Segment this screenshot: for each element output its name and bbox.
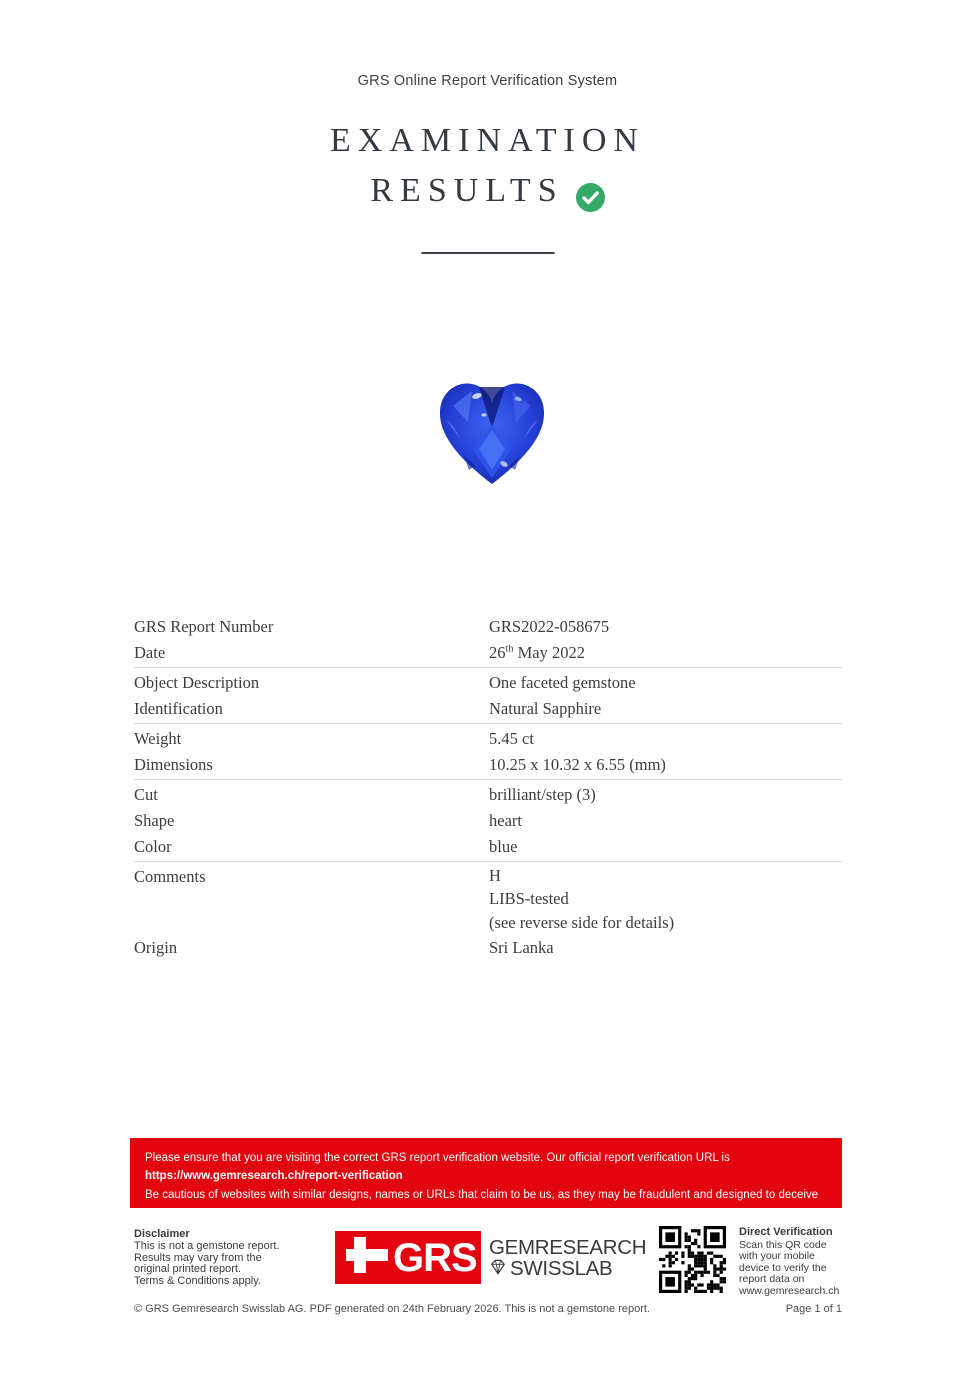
report-table <box>134 612 842 962</box>
report-row <box>134 782 842 808</box>
grs-logo-redbox <box>335 1231 481 1284</box>
report-group <box>134 668 842 724</box>
brand-line-1: GEMRESEARCH <box>489 1235 647 1259</box>
disclaimer-line: original printed report. <box>134 1263 242 1276</box>
report-field-value: Natural Sapphire <box>489 698 602 718</box>
direct-verification-line: device to verify the <box>739 1261 827 1274</box>
report-field-label: Origin <box>134 937 178 957</box>
brand-wordmark <box>489 1237 646 1279</box>
report-field-value: 10.25 x 10.32 x 6.55 (mm) <box>489 754 666 774</box>
direct-verification-title: Direct Verification <box>739 1226 833 1238</box>
report-group <box>134 724 842 780</box>
report-row <box>134 614 842 640</box>
gemstone-photo <box>431 374 553 492</box>
report-row <box>134 935 842 961</box>
disclaimer-title: Disclaimer <box>134 1228 190 1240</box>
report-field-value: blue <box>489 836 518 856</box>
report-row <box>134 640 842 666</box>
report-row <box>134 670 842 696</box>
report-field-label: Cut <box>134 784 158 804</box>
copyright-bar <box>134 1303 842 1315</box>
title-line-2-text: RESULTS <box>370 172 564 209</box>
report-group <box>134 612 842 668</box>
report-field-value: 26th May 2022 <box>489 642 585 662</box>
title-divider <box>421 252 554 254</box>
report-row <box>134 834 842 860</box>
direct-verification-line: Scan this QR code <box>739 1238 827 1251</box>
direct-verification-line: with your mobile <box>739 1250 815 1263</box>
report-field-value: One faceted gemstone <box>489 672 636 692</box>
report-field-label: Shape <box>134 810 175 830</box>
report-field-label: Dimensions <box>134 754 213 774</box>
brand-line-2: SWISSLAB <box>510 1256 613 1280</box>
report-field-label: Weight <box>134 728 182 748</box>
report-field-value: brilliant/step (3) <box>489 784 596 804</box>
disclaimer-block <box>134 1229 294 1287</box>
banner-line-2: Be cautious of websites with similar designs, names or URLs that claim to be us, as they may be fraudulent and designed to deceive you. <box>145 1188 819 1219</box>
swiss-cross-icon <box>345 1235 389 1280</box>
page-title <box>0 116 975 216</box>
report-field-value: GRS2022-058675 <box>489 616 610 636</box>
page-subtitle: GRS Online Report Verification System <box>357 73 618 89</box>
report-field-value: 5.45 ct <box>489 728 534 748</box>
report-field-value: H LIBS-tested (see reverse side for details) <box>489 865 675 933</box>
warning-banner <box>130 1138 842 1219</box>
report-field-label: Color <box>134 836 172 856</box>
banner-verification-url[interactable]: https://www.gemresearch.ch/report-verification <box>145 1170 403 1183</box>
report-row <box>134 752 842 778</box>
direct-verification-line: www.gemresearch.ch <box>739 1284 840 1297</box>
report-group <box>134 862 842 962</box>
grs-logo <box>335 1231 646 1284</box>
report-field-value: heart <box>489 810 522 830</box>
report-field-label: Identification <box>134 698 223 718</box>
report-row <box>134 726 842 752</box>
report-field-label: GRS Report Number <box>134 616 274 636</box>
report-field-label: Date <box>134 642 166 662</box>
disclaimer-line: Terms & Conditions apply. <box>134 1274 261 1287</box>
page-indicator: Page 1 of 1 <box>785 1303 842 1315</box>
qr-code <box>659 1226 726 1293</box>
report-row <box>134 696 842 722</box>
title-line-2 <box>0 166 975 216</box>
title-line-1: EXAMINATION <box>330 122 645 159</box>
report-row <box>134 808 842 834</box>
report-field-label: Object Description <box>134 672 260 692</box>
report-row <box>134 864 842 935</box>
diamond-icon <box>489 1258 507 1279</box>
verified-check-icon <box>576 177 605 206</box>
disclaimer-line: Results may vary from the <box>134 1251 262 1264</box>
report-field-label: Comments <box>134 866 206 886</box>
copyright-text: © GRS Gemresearch Swisslab AG. PDF generated on 24th February 2026. This is not a gemstone report. <box>134 1303 650 1315</box>
report-field-value: Sri Lanka <box>489 937 554 957</box>
direct-verification-line: report data on <box>739 1273 805 1286</box>
grs-logo-text: GRS <box>393 1235 477 1280</box>
report-group <box>134 780 842 862</box>
banner-line-1: Please ensure that you are visiting the correct GRS report verification website. Our official report verification URL is <box>145 1152 730 1164</box>
disclaimer-line: This is not a gemstone report. <box>134 1240 280 1253</box>
direct-verification-block <box>739 1227 849 1298</box>
